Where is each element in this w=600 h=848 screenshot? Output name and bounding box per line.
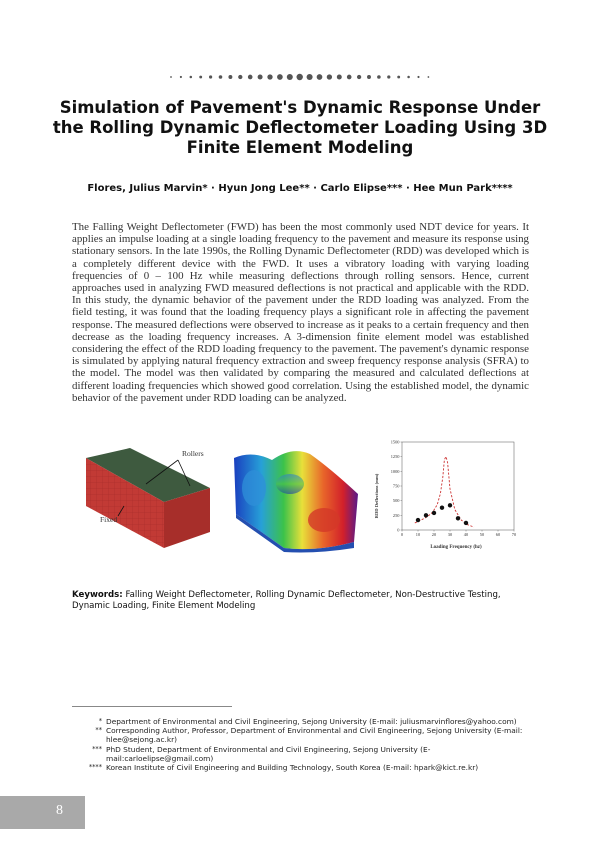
chart-data-point — [424, 513, 428, 517]
chart-data-point — [440, 506, 444, 510]
chart-data-point — [416, 518, 420, 522]
chart-y-tick-label: 500 — [392, 498, 400, 504]
deflection-vs-frequency-chart — [372, 436, 520, 556]
footnote-item — [80, 745, 530, 763]
footnote-text: Corresponding Author, Professor, Department of Environmental and Civil Engineering, Sejong University (E-mail: hlee@sejong.ac.kr) — [106, 726, 523, 745]
chart-x-tick-label: 30 — [447, 532, 453, 537]
rollers-label: Rollers — [182, 449, 204, 458]
footnote-text: PhD Student, Department of Environmental and Civil Engineering, Sejong University (E-mail:carloelipse@gmail.com) — [106, 744, 431, 763]
footnote-mark: *** — [92, 744, 102, 753]
footnote-mark: ** — [95, 726, 102, 735]
fixed-label: Fixed — [100, 515, 118, 524]
chart-y-axis-label: RDD Deflections (mm) — [374, 473, 379, 519]
decorative-dot — [297, 74, 303, 80]
footnote-mark: * — [98, 717, 102, 725]
footnote-text: Department of Environmental and Civil Engineering, Sejong University (E-mail: juliusmarvinflores@yahoo.com) — [106, 717, 517, 726]
decorative-dot — [327, 74, 332, 79]
chart-y-tick-label: 1500 — [390, 439, 400, 445]
chart-series-line — [415, 457, 474, 527]
decorative-dot — [267, 74, 272, 79]
decorative-dot — [199, 76, 202, 79]
decorative-dot — [317, 74, 323, 80]
decorative-dot — [347, 75, 352, 80]
chart-x-axis-label: Loading Frequency (hz) — [430, 545, 482, 550]
footnote-item — [80, 717, 530, 726]
decorative-dot — [277, 74, 283, 80]
keywords-section — [72, 590, 530, 612]
deformed-pavement-contour-figure — [232, 444, 360, 554]
chart-y-tick-label: 1000 — [390, 468, 400, 474]
keywords-label: Keywords: — [72, 590, 123, 600]
title-line-1: Simulation of Pavement's Dynamic Response Under — [59, 98, 541, 117]
chart-data-point — [448, 503, 452, 507]
chart-y-tick-label: 0 — [397, 527, 400, 533]
decorative-dot — [357, 75, 361, 79]
chart-y-tick-label: 250 — [392, 512, 400, 518]
decorative-dot — [397, 76, 400, 79]
chart-x-tick-label: 20 — [431, 532, 437, 537]
decorative-dot — [170, 76, 172, 78]
decorative-dot — [190, 76, 193, 79]
chart-x-tick-label: 10 — [415, 532, 421, 537]
decorative-dot — [228, 75, 232, 79]
title-line-2: the Rolling Dynamic Deflectometer Loading Using 3D — [52, 118, 548, 137]
chart-data-point — [464, 521, 468, 525]
keywords-text: Falling Weight Deflectometer, Rolling Dynamic Deflectometer, Non-Destructive Testing, Dynamic Loading, Finite Element Modeling — [72, 590, 501, 611]
chart-x-tick-label: 0 — [400, 532, 404, 537]
decorative-dot — [428, 76, 430, 78]
chart-x-tick-label: 50 — [479, 532, 485, 537]
footnotes — [80, 717, 530, 772]
chart-data-point — [456, 516, 460, 520]
decorative-dot — [387, 75, 390, 78]
footnote-item — [80, 726, 530, 744]
page-number: 8 — [56, 803, 63, 818]
footnote-divider — [72, 706, 232, 707]
decorative-dot — [180, 76, 182, 78]
decorative-dot — [219, 75, 223, 79]
decorative-dot — [407, 76, 410, 79]
decorative-dot-divider — [0, 70, 600, 84]
decorative-dot — [248, 75, 253, 80]
footnote-mark: **** — [88, 763, 102, 772]
chart-x-tick-label: 40 — [463, 532, 469, 537]
abstract-text: The Falling Weight Deflectometer (FWD) has been the most commonly used NDT device for years. It applies an impulse loading at a single loading frequency to the pavement and measure its response using stationary sensors. In the late 1990s, the Rolling Dynamic Deflectometer (RDD) was developed which is a completely different device with the FWD. It uses a vibratory loading with varying loading frequencies of 0 – 100 Hz while measuring deflections through rolling sensors. Hence, current approaches used in analyzing FWD measured deflections is not practical and applicable with the RDD. In this study, the dynamic behavior of the pavement under the RDD loading was analyzed. From the field testing, it was found that the loading frequency plays a significant role in affecting the pavement response. The measured deflections were observed to increase as it peaks to a certain frequency and then decrease as the loading frequency increases. A 3-dimension finite element model was established considering the effect of the RDD loading frequency to the pavement. The pavement's dynamic response is simulated by applying natural frequency extraction and sweep frequency response analysis (SFRA) to the model. The model was then validated by comparing the measured and calculated deflections at different loading frequencies which showed good correlation. Using the established model, the dynamic behavior of the pavement under RDD loading can be analyzed. — [72, 221, 529, 404]
chart-x-tick-label: 60 — [495, 532, 501, 537]
title-line-3: Finite Element Modeling — [186, 138, 414, 157]
chart-x-tick-label: 70 — [511, 532, 517, 537]
decorative-dot — [417, 76, 419, 78]
chart-y-tick-label: 750 — [392, 483, 400, 489]
paper-title — [40, 98, 560, 158]
author-list: Flores, Julius Marvin* · Hyun Jong Lee** · Carlo Elipse*** · Hee Mun Park**** — [87, 183, 513, 194]
decorative-dot — [377, 75, 381, 79]
decorative-dot — [337, 75, 342, 80]
decorative-dot — [209, 75, 212, 78]
decorative-dot — [287, 74, 293, 80]
chart-y-tick-label: 1250 — [390, 454, 400, 460]
decorative-dot — [258, 75, 263, 80]
decorative-dot — [307, 74, 313, 80]
finite-element-model-figure — [84, 446, 214, 550]
footnote-item — [80, 763, 530, 772]
chart-data-point — [432, 511, 436, 515]
decorative-dot — [238, 75, 242, 79]
footnote-text: Korean Institute of Civil Engineering and Building Technology, South Korea (E-mail: hpark@kict.re.kr) — [106, 763, 479, 773]
decorative-dot — [367, 75, 371, 79]
